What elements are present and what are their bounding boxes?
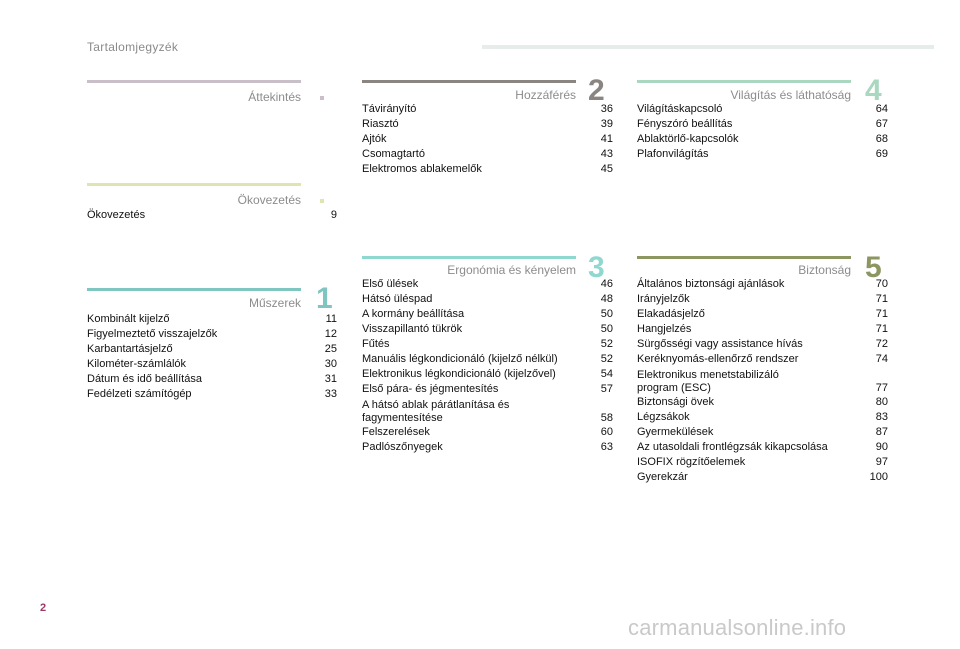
- toc-entry-text: Keréknyomás-ellenőrző rendszer: [637, 353, 799, 365]
- toc-entry-text: Plafonvilágítás: [637, 148, 709, 160]
- toc-entry-text: A kormány beállítása: [362, 308, 465, 320]
- toc-entry-page: 68: [875, 133, 888, 145]
- toc-entry-page: 52: [600, 338, 613, 350]
- section-instruments-entries: [87, 312, 337, 402]
- section-safety-entries: [637, 277, 888, 485]
- toc-entry-text: Sürgősségi vagy assistance hívás: [637, 338, 803, 350]
- toc-entry[interactable]: [362, 399, 613, 425]
- page-number: 2: [40, 602, 47, 614]
- section-eco-title: Ökovezetés: [237, 193, 301, 207]
- toc-entry[interactable]: [362, 352, 613, 367]
- toc-entry-page: 48: [600, 293, 613, 305]
- toc-entry-page: 83: [875, 411, 888, 423]
- section-lighting-entries: [637, 102, 888, 162]
- toc-entry-text: Hangjelzés: [637, 323, 692, 335]
- toc-entry[interactable]: [362, 425, 613, 440]
- toc-entry[interactable]: [87, 372, 337, 387]
- toc-entry-page: 80: [875, 396, 888, 408]
- toc-entry-page: 64: [875, 103, 888, 115]
- toc-entry[interactable]: [87, 327, 337, 342]
- toc-entry-page: 58: [600, 412, 613, 424]
- toc-entry[interactable]: [87, 342, 337, 357]
- toc-entry[interactable]: [637, 352, 888, 367]
- toc-entry-page: 74: [875, 353, 888, 365]
- section-overview-bar: [87, 80, 301, 83]
- toc-entry-page: 46: [600, 278, 613, 290]
- section-overview-marker-icon: [320, 96, 324, 100]
- toc-entry-text: Irányjelzők: [637, 293, 690, 305]
- section-instruments-bar: [87, 288, 301, 291]
- toc-entry[interactable]: [362, 322, 613, 337]
- toc-entry-text: Elakadásjelző: [637, 308, 705, 320]
- toc-entry[interactable]: [637, 369, 888, 395]
- toc-entry[interactable]: [87, 357, 337, 372]
- toc-entry[interactable]: [637, 277, 888, 292]
- toc-entry-text: Kilométer-számlálók: [87, 358, 187, 370]
- toc-entry-page: 39: [600, 118, 613, 130]
- section-ergonomics: [362, 251, 613, 466]
- section-lighting-title: Világítás és láthatóság: [730, 88, 851, 102]
- section-ergonomics-entries: [362, 277, 613, 455]
- toc-entry-page: 50: [600, 323, 613, 335]
- toc-entry-text: Manuális légkondicionáló (kijelző nélkül): [362, 353, 558, 365]
- watermark-text: carmanualsonline.info: [628, 615, 847, 640]
- toc-entry-page: 11: [325, 313, 337, 325]
- page-header-title: Tartalomjegyzék: [87, 40, 179, 54]
- toc-entry-page: 71: [875, 293, 888, 305]
- toc-entry-text: Biztonsági övek: [637, 396, 715, 408]
- section-eco-entries: [87, 208, 337, 223]
- toc-entry[interactable]: [637, 307, 888, 322]
- toc-entry-text: Távirányító: [362, 103, 417, 115]
- toc-entry[interactable]: [362, 337, 613, 352]
- toc-entry-text: Fűtés: [362, 338, 390, 350]
- toc-entry-text: Ajtók: [362, 133, 387, 145]
- toc-entry-page: 43: [600, 148, 613, 160]
- toc-entry-text: Felszerelések: [362, 426, 430, 438]
- section-lighting-bar: [637, 80, 851, 83]
- toc-entry-page: 41: [600, 133, 613, 145]
- toc-entry-text: Ökovezetés: [87, 209, 146, 221]
- toc-entry-page: 9: [330, 209, 337, 221]
- toc-entry[interactable]: [87, 208, 337, 223]
- toc-entry-text: Ablaktörlő-kapcsolók: [637, 133, 739, 145]
- toc-entry-page: 71: [875, 323, 888, 335]
- toc-entry-page: 69: [875, 148, 888, 160]
- toc-entry-text: Padlószőnyegek: [362, 441, 443, 453]
- toc-entry-page: 33: [324, 388, 337, 400]
- toc-entry[interactable]: [362, 440, 613, 455]
- toc-entry[interactable]: [362, 382, 613, 397]
- toc-entry-text: Világításkapcsoló: [637, 103, 723, 115]
- section-overview-title: Áttekintés: [248, 90, 301, 104]
- toc-entry[interactable]: [87, 387, 337, 402]
- section-eco[interactable]: [87, 183, 337, 233]
- header-rule: [482, 45, 934, 49]
- toc-entry-text: ISOFIX rögzítőelemek: [637, 456, 746, 468]
- toc-entry[interactable]: [637, 102, 888, 117]
- toc-entry-text: Fedélzeti számítógép: [87, 388, 192, 400]
- toc-entry-page: 54: [600, 368, 613, 380]
- toc-entry-page: 63: [600, 441, 613, 453]
- toc-entry-page: 57: [600, 383, 613, 395]
- toc-entry-page: 25: [324, 343, 337, 355]
- toc-entry[interactable]: [637, 132, 888, 147]
- toc-entry-text: Az utasoldali frontlégzsák kikapcsolása: [637, 441, 828, 453]
- toc-entry-page: 50: [600, 308, 613, 320]
- toc-entry-text: Gyermekülések: [637, 426, 714, 438]
- toc-entry[interactable]: [637, 455, 888, 470]
- toc-entry-text: A hátsó ablak párátlanítása és fagymentesítése: [362, 399, 510, 424]
- section-safety-title: Biztonság: [798, 263, 851, 277]
- toc-entry[interactable]: [362, 147, 613, 162]
- toc-entry-text: Első ülések: [362, 278, 419, 290]
- toc-entry-page: 71: [875, 308, 888, 320]
- toc-entry-page: 100: [869, 471, 888, 483]
- toc-entry-text: Első pára- és jégmentesítés: [362, 383, 499, 395]
- section-access-entries: [362, 102, 613, 177]
- section-access: [362, 74, 613, 190]
- toc-entry-text: Elektromos ablakemelők: [362, 163, 482, 175]
- toc-entry[interactable]: [362, 277, 613, 292]
- toc-entry-text: Elektronikus menetstabilizáló program (ESC): [637, 369, 779, 394]
- toc-entry-text: Dátum és idő beállítása: [87, 373, 202, 385]
- toc-entry-text: Visszapillantó tükrök: [362, 323, 463, 335]
- toc-entry-page: 70: [875, 278, 888, 290]
- section-overview: [87, 80, 301, 120]
- section-safety-bar: [637, 256, 851, 259]
- section-lighting-number: 4: [865, 74, 882, 107]
- toc-entry[interactable]: [362, 117, 613, 132]
- toc-entry-text: Csomagtartó: [362, 148, 425, 160]
- toc-entry[interactable]: [637, 425, 888, 440]
- toc-entry-page: 60: [600, 426, 613, 438]
- section-safety: [637, 251, 888, 496]
- toc-entry[interactable]: [87, 312, 337, 327]
- section-lighting: [637, 74, 888, 170]
- section-instruments-number: 1: [316, 282, 333, 315]
- toc-entry-text: Kombinált kijelző: [87, 313, 170, 325]
- toc-entry[interactable]: [362, 292, 613, 307]
- section-access-title: Hozzáférés: [515, 88, 576, 102]
- toc-entry[interactable]: [362, 307, 613, 322]
- toc-entry[interactable]: [637, 337, 888, 352]
- toc-entry-page: 45: [600, 163, 613, 175]
- toc-entry-text: Általános biztonsági ajánlások: [637, 278, 785, 290]
- toc-entry[interactable]: [362, 102, 613, 117]
- section-safety-number: 5: [865, 251, 882, 284]
- toc-entry-page: 31: [324, 373, 337, 385]
- toc-entry-text: Hátsó üléspad: [362, 293, 433, 305]
- toc-entry-text: Elektronikus légkondicionáló (kijelzővel): [362, 368, 556, 380]
- toc-entry-text: Gyerekzár: [637, 471, 688, 483]
- toc-entry-page: 97: [875, 456, 888, 468]
- toc-entry-page: 12: [324, 328, 337, 340]
- toc-entry-page: 77: [875, 382, 888, 394]
- toc-entry-page: 30: [324, 358, 337, 370]
- toc-entry-text: Légzsákok: [637, 411, 690, 423]
- toc-entry-page: 67: [875, 118, 888, 130]
- toc-entry-page: 90: [875, 441, 888, 453]
- toc-entry[interactable]: [637, 470, 888, 485]
- section-ergonomics-title: Ergonómia és kényelem: [447, 263, 576, 277]
- toc-entry[interactable]: [362, 132, 613, 147]
- toc-entry[interactable]: [637, 395, 888, 410]
- toc-entry[interactable]: [637, 292, 888, 307]
- section-eco-marker-icon: [320, 199, 324, 203]
- toc-entry-page: 87: [875, 426, 888, 438]
- toc-entry[interactable]: [637, 147, 888, 162]
- toc-entry[interactable]: [362, 162, 613, 177]
- toc-entry-text: Fényszóró beállítás: [637, 118, 733, 130]
- toc-entry-page: 36: [600, 103, 613, 115]
- section-ergonomics-bar: [362, 256, 576, 259]
- toc-entry[interactable]: [637, 440, 888, 455]
- section-ergonomics-number: 3: [588, 251, 605, 284]
- toc-entry-text: Karbantartásjelző: [87, 343, 173, 355]
- toc-entry-text: Figyelmeztető visszajelzők: [87, 328, 218, 340]
- toc-entry[interactable]: [362, 367, 613, 382]
- section-eco-bar: [87, 183, 301, 186]
- toc-entry-text: Riasztó: [362, 118, 399, 130]
- toc-entry-page: 72: [875, 338, 888, 350]
- toc-entry[interactable]: [637, 410, 888, 425]
- toc-entry-page: 52: [600, 353, 613, 365]
- section-access-number: 2: [588, 74, 605, 107]
- section-access-bar: [362, 80, 576, 83]
- section-instruments-title: Műszerek: [248, 296, 301, 310]
- toc-entry[interactable]: [637, 322, 888, 337]
- toc-entry[interactable]: [637, 117, 888, 132]
- section-instruments: [87, 282, 337, 418]
